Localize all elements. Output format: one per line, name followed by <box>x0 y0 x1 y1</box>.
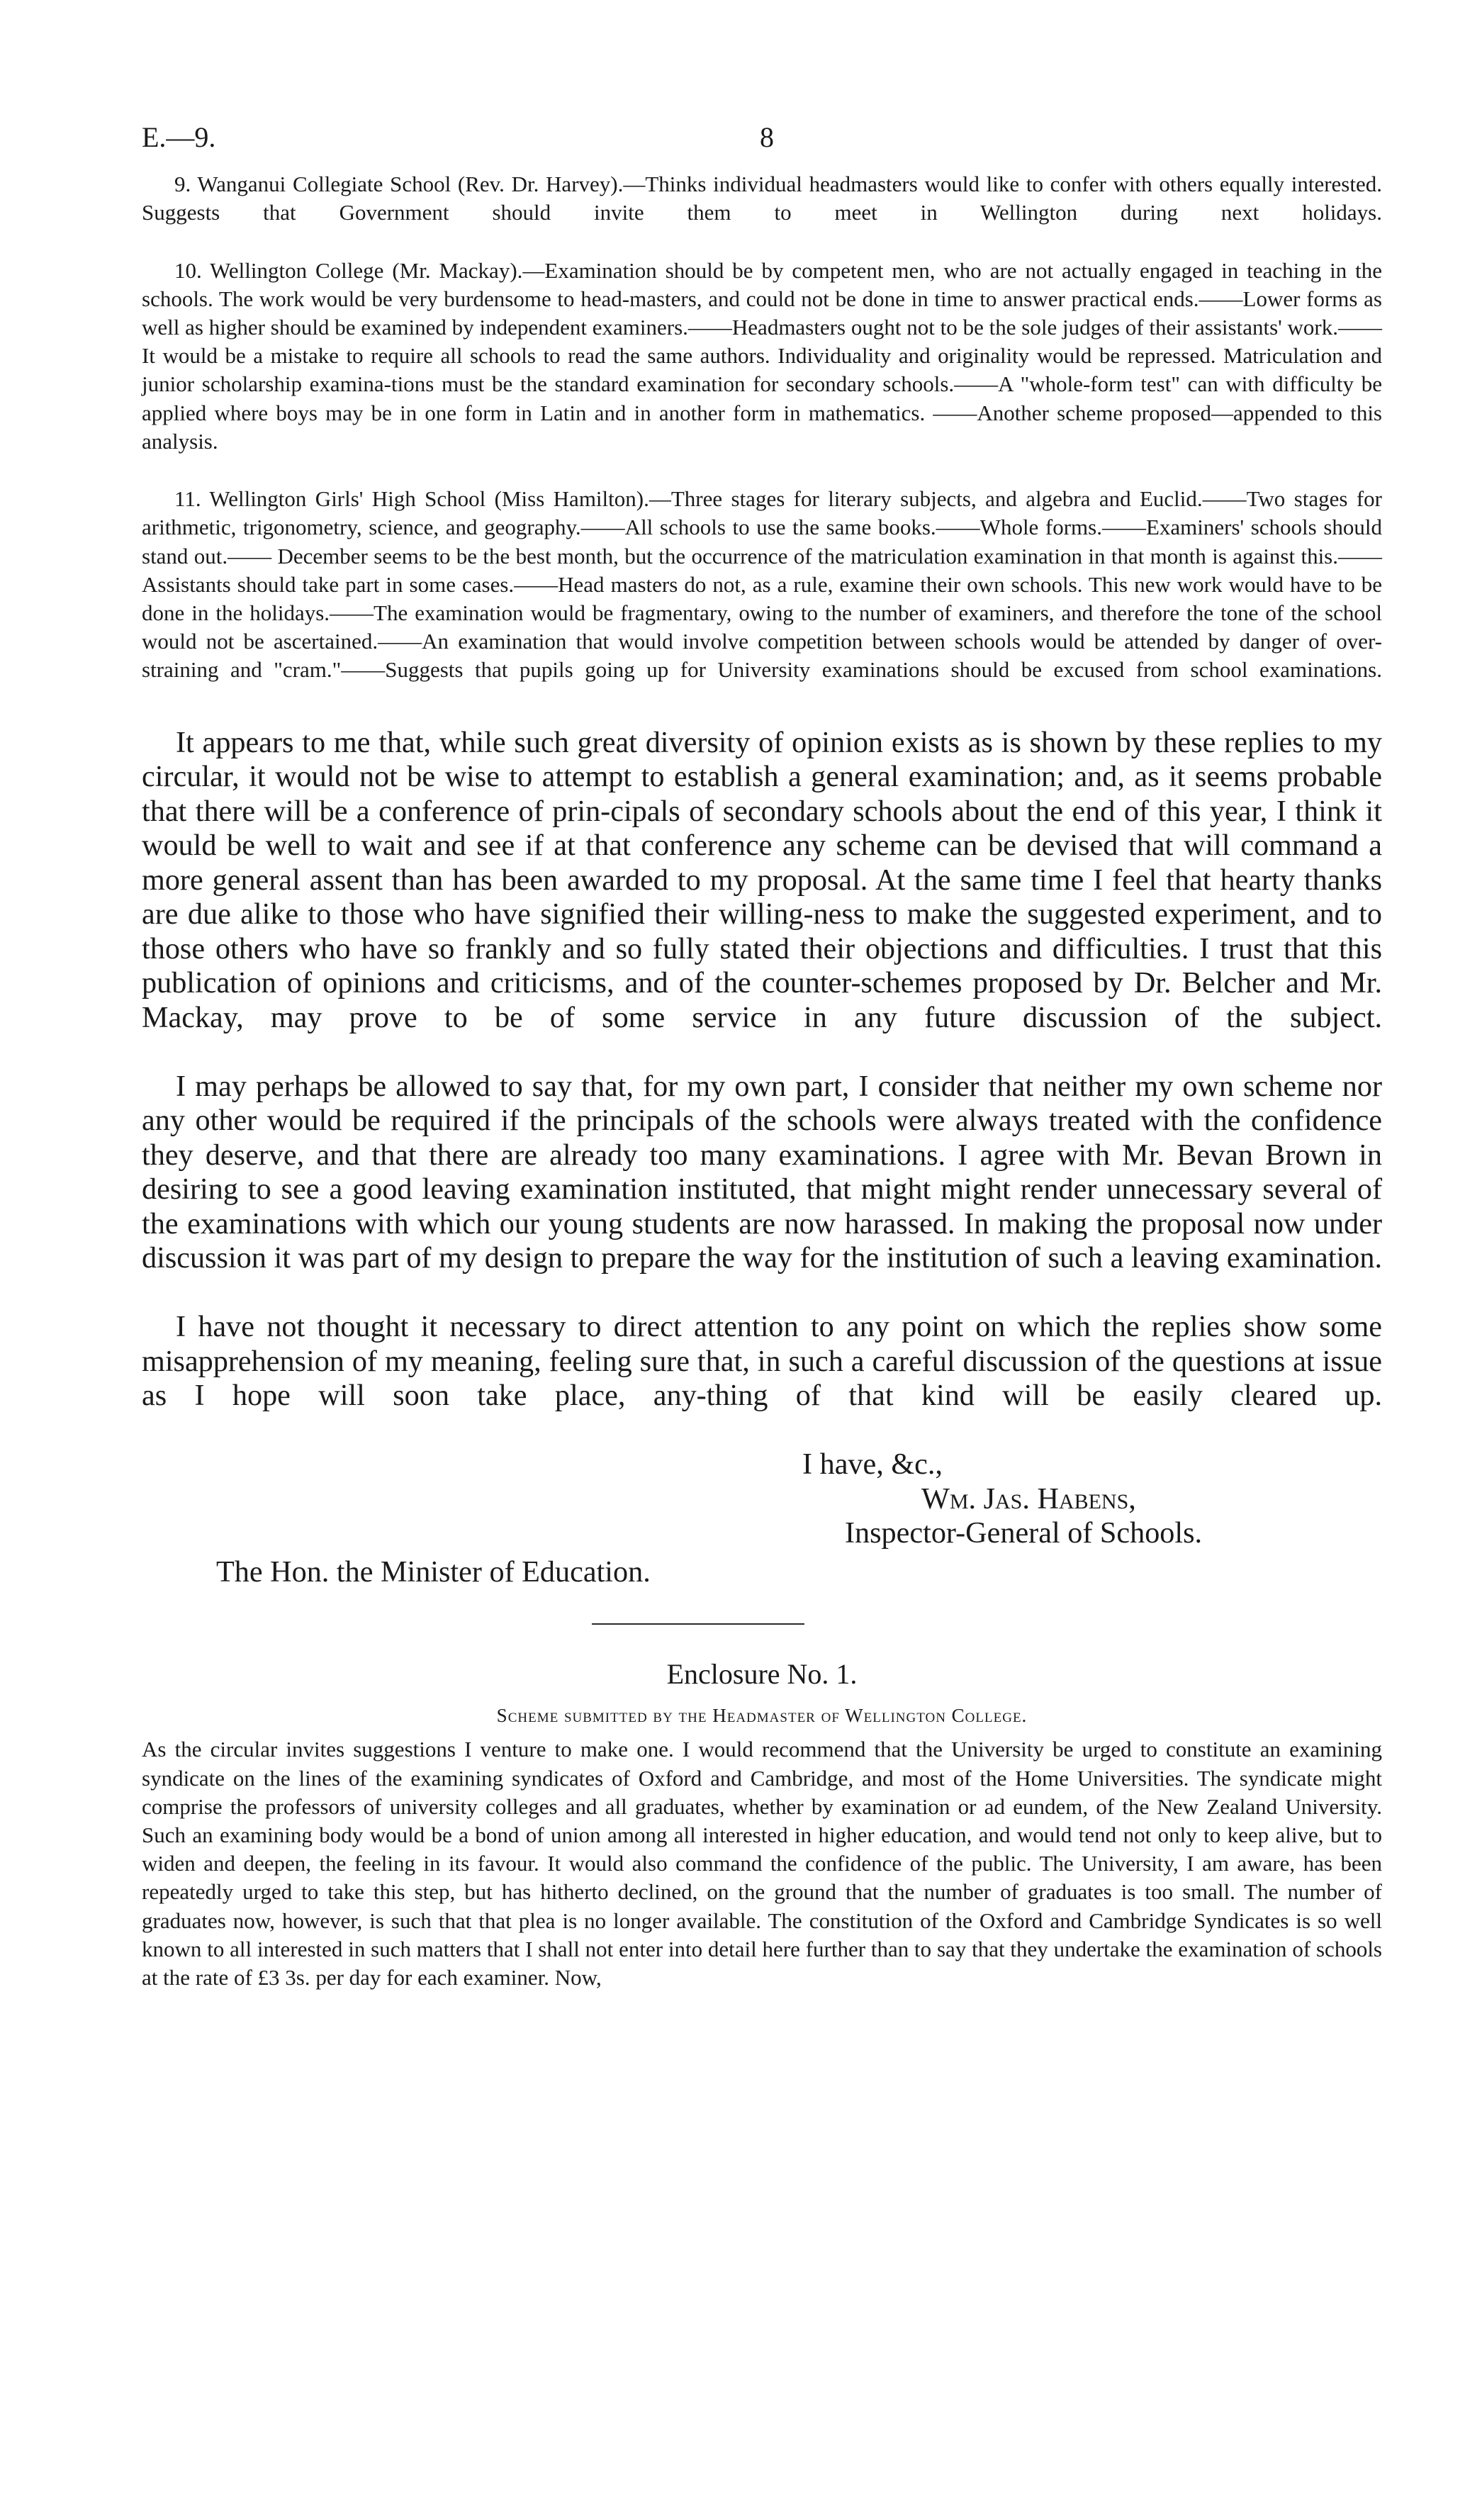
letter-paragraph: I may perhaps be allowed to say that, for my own part, I consider that neither my own scheme nor any other would be required if the principals of the schools were always treated with the confidence they deserve, and that there are already too many examinations. I agree with Mr. Bevan Brown in desiring to see a good leaving examination instituted, that might might render unnecessary several of the examinations with which our young students are now harassed. In making the proposal now under discussion it was part of my design to prepare the way for the institution of such a leaving examination. <box>142 1069 1382 1275</box>
reply-paragraph: 10. Wellington College (Mr. Mackay).—Examination should be by competent men, who are not actually engaged in teaching in the schools. The work would be very burdensome to head-masters, and could not be done in time to answer practical ends.——Lower forms as well as higher should be examined by independent examiners.——Headmasters ought not to be the sole judges of their assistants' work.——It would be a mistake to require all schools to read the same authors. Individuality and originality would be repressed. Matriculation and junior scholarship examina-tions must be the standard examination for secondary schools.——A "whole-form test" can with difficulty be applied where boys may be in one form in Latin and in another form in mathematics. ——Another scheme proposed—appended to this analysis. <box>142 257 1382 454</box>
signature-name: Wm. Jas. Habens, <box>921 1482 1136 1516</box>
replies-section <box>142 170 1382 713</box>
signature-block <box>142 1447 1382 1551</box>
page-header <box>142 121 1382 170</box>
letter-paragraph: It appears to me that, while such great diversity of opinion exists as is shown by these replies to my circular, it would not be wise to attempt to establish a general examination; and, as it seems probable that there will be a conference of prin-cipals of secondary schools about the end of this year, I think it would be well to wait and see if at that conference any scheme can be devised that will command a more general assent than has been awarded to my proposal. At the same time I feel that hearty thanks are due alike to those who have signified their willing-ness to make the suggested experiment, and to those others who have so frankly and so fully stated their objections and difficulties. I trust that this publication of opinions and criticisms, and of the counter-schemes proposed by Dr. Belcher and Mr. Mackay, may prove to be of some service in any future discussion of the subject. <box>142 725 1382 1034</box>
enclosure-body <box>142 1735 1382 1992</box>
signature-salutation: I have, &c., <box>802 1447 943 1482</box>
page-number: 8 <box>760 121 774 153</box>
reply-paragraph: 9. Wanganui Collegiate School (Rev. Dr. Harvey).—Thinks individual headmasters would like to confer with others equally interested. Suggests that Government should invite them to meet in Wellington during next holidays. <box>142 172 1382 225</box>
enclosure-paragraph: As the circular invites suggestions I venture to make one. I would recommend that the University be urged to constitute an examining syndicate on the lines of the examining syndicates of Oxford and Cambridge, and most of the Home Universities. The syndicate might comprise the professors of university colleges and all graduates, whether by examination or ad eundem, of the New Zealand University. Such an examining body would be a bond of union among all interested in higher education, and would tend not only to keep alive, but to widen and deepen, the feeling in its favour. It would also command the confidence of the public. The University, I am aware, has been repeatedly urged to take this step, but has hitherto declined, on the ground that the number of graduates is too small. The number of graduates now, however, is such that that plea is no longer available. The constitution of the Oxford and Cambridge Syndicates is so well known to all interested in such matters that I shall not enter into detail here further than to say that they undertake the examination of schools at the rate of £3 3s. per day for each examiner. Now, <box>142 1737 1382 1990</box>
addressee: The Hon. the Minister of Education. <box>216 1555 651 1589</box>
enclosure-title: Enclosure No. 1. <box>666 1658 858 1691</box>
section-divider <box>592 1623 804 1625</box>
reply-paragraph: 11. Wellington Girls' High School (Miss Hamilton).—Three stages for literary subjects, and algebra and Euclid.——Two stages for arithmetic, trigonometry, science, and geography.——All schools to use the same books.——Whole forms.——Examiners' schools should stand out.—— December seems to be the best month, but the occurrence of the matriculation examination in that month is against this.——Assistants should take part in some cases.——Head masters do not, as a rule, examine their own schools. This new work would have to be done in the holidays.——The examination would be fragmentary, owing to the number of examiners, and therefore the tone of the school would not be ascertained.——An examination that would involve competition between schools would be attended by danger of over-straining and "cram."——Suggests that pupils going up for University examinations should be excused from school examinations. <box>142 486 1382 683</box>
signature-title: Inspector-General of Schools. <box>845 1516 1203 1550</box>
enclosure-subtitle: Scheme submitted by the Headmaster of Wellington College. <box>496 1705 1028 1727</box>
document-code: E.—9. <box>142 121 216 153</box>
letter-body <box>142 726 1382 1448</box>
letter-paragraph: I have not thought it necessary to direct attention to any point on which the replies show some misapprehension of my meaning, feeling sure that, in such a careful discussion of the questions at issue as I hope will soon take place, any-thing of that kind will be easily cleared up. <box>142 1310 1382 1413</box>
document-page <box>142 121 1382 1992</box>
